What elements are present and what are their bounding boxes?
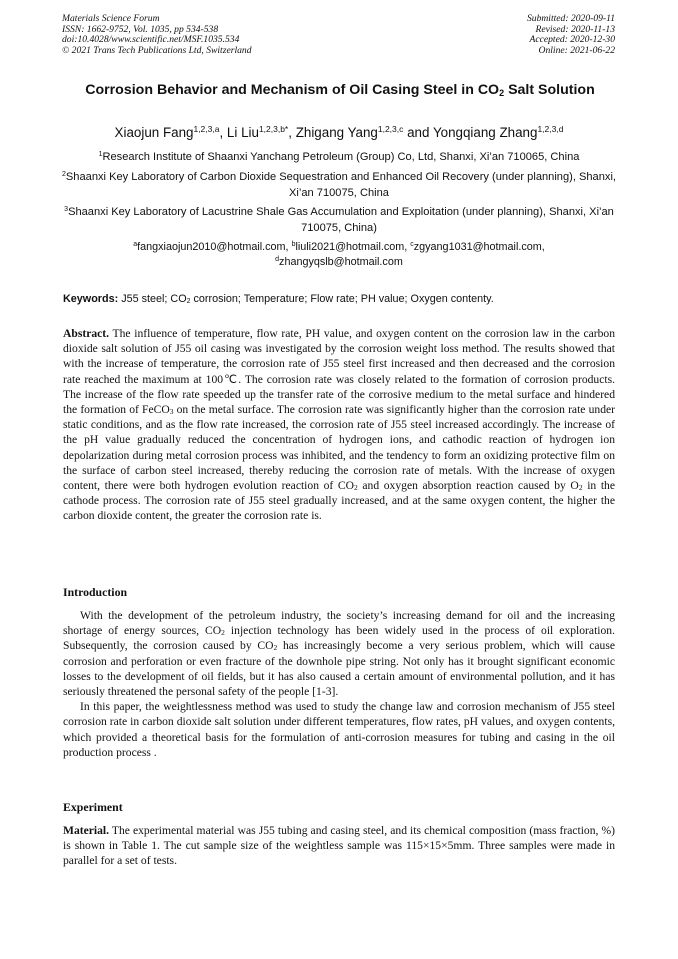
submitted-date: Submitted: 2020-09-11 bbox=[526, 13, 615, 24]
experiment-heading: Experiment bbox=[63, 800, 123, 814]
author-superscript: 1,2,3,b* bbox=[258, 124, 289, 134]
abstract-subscript: 2 bbox=[354, 483, 358, 493]
affiliation-marker: 3 bbox=[64, 206, 69, 213]
keywords-subscript: 2 bbox=[186, 298, 191, 305]
issn-line: ISSN: 1662-9752, Vol. 1035, pp 534-538 bbox=[62, 23, 219, 35]
author-separator: and bbox=[403, 125, 433, 140]
affiliation-text: Research Institute of Shaanxi Yanchang Petroleum (Group) Co, Ltd, Shanxi, Xi’an 710065, China bbox=[102, 151, 580, 163]
introduction-paragraph-2: In this paper, the weightlessness method was used to study the change law and corrosion mechanism of J55 steel corrosion rate in carbon dioxide salt solution under different temperatures, flow rates, pH values, and oxygen contents, which provided a theoretical basis for the formulation of anti-corrosion measures for tubing and casing in the oil production process . bbox=[63, 700, 615, 759]
author-list bbox=[20, 124, 658, 141]
affiliation-marker: 2 bbox=[62, 171, 66, 178]
accepted-date: Accepted: 2020-12-30 bbox=[529, 34, 615, 46]
revised-date: Revised: 2020-11-13 bbox=[535, 23, 615, 35]
abstract bbox=[63, 326, 615, 524]
intro-text: injection technology has been widely used in the process of oil exploration. Subsequently, the corrosion caused by CO bbox=[63, 624, 615, 653]
keywords-label: Keywords: bbox=[63, 293, 119, 305]
abstract-text: and oxygen absorption reaction caused by O bbox=[357, 479, 579, 493]
intro-text: has increasingly become a very serious problem, which will cause corrosion and perforation or even fracture of the downhole pipe string. Not only has it brought significant economic losses to the development of oil fields, but it has also caused a certain amount of environmental pollution, and it has seriously threatened the personal safety of the people [1-3]. bbox=[63, 639, 615, 699]
affiliation-1 bbox=[62, 150, 616, 166]
title-subscript: 2 bbox=[499, 88, 505, 98]
author-name: Xiaojun Fang bbox=[114, 125, 194, 140]
keywords-text: J55 steel; CO bbox=[118, 293, 187, 305]
keywords bbox=[63, 292, 617, 306]
title-part-1: Corrosion Behavior and Mechanism of Oil Casing Steel in CO bbox=[85, 82, 500, 98]
abstract-text: on the metal surface. The corrosion rate was significantly higher than the corrosion rate under static conditions, and as the flow rate increased, the corrosion rate of J55 steel increased accordingly. The increase of the pH value gradually reduced the concentration of hydrogen ions, and cathodic reaction of hydrogen ion depolarization during metal corrosion process was inhibited, and the tendency to form an oxidizing protective film on the surface of carbon steel increased, thereby reducing the corrosion rate of metals. With the increase of oxygen content, there were both hydrogen evolution reaction of CO bbox=[63, 403, 615, 493]
email-marker: b bbox=[291, 241, 296, 248]
journal-name: Materials Science Forum bbox=[62, 13, 160, 24]
author-emails bbox=[62, 240, 616, 270]
affiliation-marker: 1 bbox=[98, 151, 103, 158]
author-separator: , bbox=[288, 125, 296, 140]
material-label: Material. bbox=[63, 824, 110, 837]
affiliation-text: Shaanxi Key Laboratory of Lacustrine Shale Gas Accumulation and Exploitation (under planning), Shanxi, Xi’an 710075, China) bbox=[68, 206, 614, 234]
email-address: zgyang1031@hotmail.com, bbox=[413, 241, 545, 253]
intro-subscript: 2 bbox=[221, 628, 225, 638]
email-marker: a bbox=[133, 241, 138, 248]
intro-subscript: 2 bbox=[273, 643, 278, 653]
author-name: Zhigang Yang bbox=[295, 125, 378, 140]
material-paragraph bbox=[63, 823, 615, 869]
email-address: liuli2021@hotmail.com, bbox=[295, 241, 411, 253]
email-marker: d bbox=[275, 256, 280, 263]
doi-line: doi:10.4028/www.scientific.net/MSF.1035.534 bbox=[62, 34, 240, 46]
online-date: Online: 2021-06-22 bbox=[538, 44, 615, 56]
abstract-label: Abstract. bbox=[63, 327, 110, 340]
abstract-subscript: 3 bbox=[169, 407, 174, 417]
title-part-2: Salt Solution bbox=[504, 82, 595, 98]
affiliation-3 bbox=[62, 205, 616, 236]
author-superscript: 1,2,3,a bbox=[193, 124, 220, 134]
abstract-text: The influence of temperature, flow rate, PH value, and oxygen content on the corrosion law in the carbon dioxide salt solution of J55 oil casing was investigated by the corrosion weight loss method. The results showed that with the increase of temperature, the corrosion rate of J55 steel first increased and then decreased and the corrosion rate reached the maximum at 100℃. The corrosion rate was closely related to the formation of corrosion products. The increase of the flow rate speeded up the transfer rate of the corrosive medium to the metal surface and hindered the formation of FeCO bbox=[63, 327, 615, 417]
introduction-paragraph-1 bbox=[63, 608, 615, 699]
abstract-subscript: 2 bbox=[578, 483, 583, 493]
keywords-text-rest: corrosion; Temperature; Flow rate; PH value; Oxygen contenty. bbox=[190, 293, 494, 305]
paper-title bbox=[40, 81, 640, 99]
experiment-body bbox=[63, 823, 615, 869]
introduction-heading: Introduction bbox=[63, 585, 128, 599]
copyright-line: © 2021 Trans Tech Publications Ltd, Switzerland bbox=[62, 44, 252, 56]
journal-header-left bbox=[62, 14, 252, 56]
author-superscript: 1,2,3,d bbox=[537, 124, 564, 134]
author-name: Yongqiang Zhang bbox=[432, 125, 538, 140]
email-address: fangxiaojun2010@hotmail.com, bbox=[137, 241, 292, 253]
material-text: The experimental material was J55 tubing and casing steel, and its chemical composition (mass fraction, %) is shown in Table 1. The cut sample size of the weightless sample was 115×15×5mm. Three samples were made in parallel for a set of tests. bbox=[63, 824, 615, 868]
abstract-text: in the cathode process. The corrosion rate of J55 steel gradually increased, and at the same oxygen content, the higher the carbon dioxide content, the greater the corrosion rate is. bbox=[63, 479, 615, 523]
affiliation-text: Shaanxi Key Laboratory of Carbon Dioxide Sequestration and Enhanced Oil Recovery (under planning), Shanxi, Xi’an 710075, China bbox=[65, 171, 616, 199]
journal-header-right bbox=[527, 14, 615, 56]
author-separator: , bbox=[219, 125, 227, 140]
affiliation-2 bbox=[62, 170, 616, 201]
email-marker: c bbox=[410, 241, 414, 248]
intro-text: With the development of the petroleum industry, the society’s increasing demand for oil and the increasing shortage of energy sources, CO bbox=[63, 609, 615, 638]
introduction-body bbox=[63, 608, 615, 760]
email-address: zhangyqslb@hotmail.com bbox=[279, 256, 403, 268]
author-name: Li Liu bbox=[226, 125, 259, 140]
author-superscript: 1,2,3,c bbox=[377, 124, 404, 134]
